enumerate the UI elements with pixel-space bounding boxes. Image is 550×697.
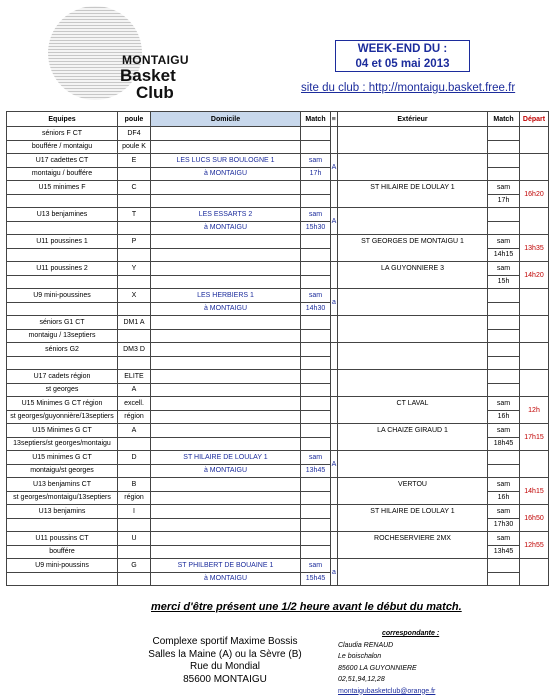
- weekend-title: WEEK-END DU :: [357, 43, 448, 55]
- away-match-time: 15h: [488, 275, 520, 289]
- venue-address: [140, 636, 310, 686]
- home-opponent: ST PHILBERT DE BOUAINE 1: [151, 559, 301, 573]
- team-name: U15 Minimes G CT: [7, 424, 118, 438]
- team-sub: [7, 356, 118, 370]
- logo-text-montaigu: MONTAIGU: [122, 53, 189, 67]
- home-match-day: [301, 343, 331, 357]
- home-venue: à MONTAIGU: [151, 302, 301, 316]
- away-opponent: ST HILAIRE DE LOULAY 1: [338, 505, 488, 532]
- home-opponent: [151, 478, 301, 492]
- team-sub: [7, 302, 118, 316]
- home-venue: à MONTAIGU: [151, 167, 301, 181]
- poule-sub: A: [118, 383, 151, 397]
- poule-sub: [118, 302, 151, 316]
- home-match-day: sam: [301, 559, 331, 573]
- team-sub: [7, 221, 118, 235]
- away-match-day: sam: [488, 478, 520, 492]
- away-opponent: [338, 127, 488, 154]
- club-site-link[interactable]: site du club : http://montaigu.basket.free.fr: [301, 82, 516, 94]
- home-hall: [331, 181, 338, 208]
- poule-sub: [118, 545, 151, 559]
- away-match-time: [488, 383, 520, 397]
- poule-sub: [118, 464, 151, 478]
- home-hall: a: [331, 289, 338, 316]
- home-match-day: [301, 262, 331, 276]
- team-sub: st georges/montaigu/13septiers: [7, 491, 118, 505]
- home-venue: [151, 518, 301, 532]
- home-hall: [331, 343, 338, 370]
- home-match-time: 14h30: [301, 302, 331, 316]
- home-match-time: [301, 410, 331, 424]
- away-match-time: 14h15: [488, 248, 520, 262]
- away-match-time: [488, 302, 520, 316]
- away-match-day: sam: [488, 532, 520, 546]
- away-match-day: sam: [488, 262, 520, 276]
- poule-sub: [118, 194, 151, 208]
- away-opponent: [338, 343, 488, 370]
- table-row: [7, 370, 549, 384]
- contact-line: 85600 LA GUYONNIERE: [338, 664, 417, 672]
- home-opponent: LES LUCS SUR BOULOGNE 1: [151, 154, 301, 168]
- home-opponent: [151, 370, 301, 384]
- home-match-time: [301, 491, 331, 505]
- weekend-dates: 04 et 05 mai 2013: [355, 58, 450, 70]
- team-name: U13 benjamines: [7, 208, 118, 222]
- poule-sub: [118, 275, 151, 289]
- home-hall: a: [331, 559, 338, 586]
- table-row: [7, 397, 549, 411]
- away-match-time: 13h45: [488, 545, 520, 559]
- away-opponent: LA GUYONNIERE 3: [338, 262, 488, 289]
- home-hall: [331, 262, 338, 289]
- salle-marker: |||: [332, 117, 337, 121]
- home-match-time: 15h45: [301, 572, 331, 586]
- header-depart: Départ: [520, 112, 549, 127]
- table-row: [7, 451, 549, 465]
- away-match-day: [488, 289, 520, 303]
- home-hall: [331, 505, 338, 532]
- venue-line: Complexe sportif Maxime Bossis: [152, 636, 298, 647]
- away-match-day: [488, 127, 520, 141]
- home-match-time: [301, 356, 331, 370]
- home-match-day: [301, 505, 331, 519]
- home-opponent: [151, 397, 301, 411]
- home-opponent: [151, 532, 301, 546]
- header-match: Match: [301, 112, 331, 127]
- home-opponent: LES HERBIERS 1: [151, 289, 301, 303]
- team-name: U9 mini-poussines: [7, 289, 118, 303]
- home-match-time: 17h: [301, 167, 331, 181]
- table-row: [7, 154, 549, 168]
- poule-value: D: [118, 451, 151, 465]
- home-match-day: [301, 235, 331, 249]
- weekend-box: [335, 40, 470, 72]
- departure-time: 16h50: [520, 505, 549, 532]
- poule-sub: [118, 518, 151, 532]
- departure-time: 17h15: [520, 424, 549, 451]
- home-match-time: 15h30: [301, 221, 331, 235]
- poule-sub: [118, 572, 151, 586]
- home-opponent: [151, 343, 301, 357]
- departure-time: [520, 559, 549, 586]
- away-match-time: [488, 572, 520, 586]
- home-hall: A: [331, 154, 338, 181]
- team-name: U11 poussines 1: [7, 235, 118, 249]
- away-match-time: [488, 356, 520, 370]
- table-row: [7, 208, 549, 222]
- away-match-day: sam: [488, 505, 520, 519]
- departure-time: [520, 154, 549, 181]
- team-name: U13 benjamins: [7, 505, 118, 519]
- home-opponent: LES ESSARTS 2: [151, 208, 301, 222]
- home-hall: [331, 316, 338, 343]
- home-venue: [151, 275, 301, 289]
- away-opponent: [338, 208, 488, 235]
- home-opponent: [151, 127, 301, 141]
- away-match-day: sam: [488, 181, 520, 195]
- away-match-day: sam: [488, 397, 520, 411]
- home-venue: à MONTAIGU: [151, 221, 301, 235]
- away-match-day: [488, 208, 520, 222]
- home-hall: [331, 478, 338, 505]
- home-venue: à MONTAIGU: [151, 464, 301, 478]
- team-name: U9 mini-poussins: [7, 559, 118, 573]
- away-match-day: [488, 451, 520, 465]
- home-venue: [151, 248, 301, 262]
- logo-text-basket: Basket: [120, 66, 176, 85]
- away-opponent: ROCHESERVIERE 2MX: [338, 532, 488, 559]
- home-match-day: [301, 127, 331, 141]
- home-hall: [331, 235, 338, 262]
- poule-value: DM3 D: [118, 343, 151, 357]
- table-row: [7, 181, 549, 195]
- arrival-note: merci d'être présent une 1/2 heure avant le début du match.: [151, 601, 462, 613]
- away-opponent: [338, 451, 488, 478]
- away-match-day: [488, 559, 520, 573]
- home-match-day: sam: [301, 451, 331, 465]
- home-match-time: [301, 140, 331, 154]
- away-match-day: sam: [488, 235, 520, 249]
- away-opponent: CT LAVAL: [338, 397, 488, 424]
- away-match-time: [488, 221, 520, 235]
- home-hall: A: [331, 208, 338, 235]
- home-match-day: sam: [301, 208, 331, 222]
- departure-time: 12h: [520, 397, 549, 424]
- away-match-time: [488, 329, 520, 343]
- home-opponent: ST HILAIRE DE LOULAY 1: [151, 451, 301, 465]
- departure-time: [520, 451, 549, 478]
- table-row: [7, 262, 549, 276]
- away-match-time: [488, 167, 520, 181]
- team-name: U17 cadettes CT: [7, 154, 118, 168]
- home-venue: [151, 329, 301, 343]
- home-match-day: [301, 397, 331, 411]
- team-name: U15 minimes G CT: [7, 451, 118, 465]
- poule-value: T: [118, 208, 151, 222]
- home-venue: [151, 410, 301, 424]
- home-match-day: [301, 424, 331, 438]
- poule-value: DM1 A: [118, 316, 151, 330]
- home-match-time: 13h45: [301, 464, 331, 478]
- venue-line: 85600 MONTAIGU: [183, 673, 267, 685]
- home-hall: [331, 370, 338, 397]
- team-sub: montaigu/st georges: [7, 464, 118, 478]
- away-opponent: VERTOU: [338, 478, 488, 505]
- poule-value: X: [118, 289, 151, 303]
- home-match-time: [301, 383, 331, 397]
- departure-time: 14h20: [520, 262, 549, 289]
- poule-value: DF4: [118, 127, 151, 141]
- table-row: [7, 127, 549, 141]
- table-row: [7, 424, 549, 438]
- home-opponent: [151, 424, 301, 438]
- poule-sub: [118, 221, 151, 235]
- contact-line: Le boischalon: [338, 653, 382, 660]
- away-match-time: 16h: [488, 410, 520, 424]
- away-match-time: 17h: [488, 194, 520, 208]
- departure-time: [520, 343, 549, 370]
- table-row: [7, 235, 549, 249]
- team-name: U17 cadets région: [7, 370, 118, 384]
- away-match-day: [488, 154, 520, 168]
- departure-time: [520, 370, 549, 397]
- home-opponent: [151, 316, 301, 330]
- home-venue: [151, 140, 301, 154]
- table-row: [7, 316, 549, 330]
- departure-time: 16h20: [520, 181, 549, 208]
- away-match-day: sam: [488, 424, 520, 438]
- home-venue: [151, 545, 301, 559]
- departure-time: [520, 208, 549, 235]
- table-row: [7, 289, 549, 303]
- departure-time: [520, 316, 549, 343]
- poule-sub: [118, 167, 151, 181]
- contact-label: correspondante :: [382, 630, 440, 637]
- team-name: U15 Minimes G CT région: [7, 397, 118, 411]
- poule-value: B: [118, 478, 151, 492]
- header-exterieur: Extérieur: [338, 112, 488, 127]
- team-name: U11 poussines 2: [7, 262, 118, 276]
- poule-value: excell.: [118, 397, 151, 411]
- table-row: [7, 532, 549, 546]
- poule-sub: [118, 437, 151, 451]
- home-opponent: [151, 262, 301, 276]
- away-match-time: 18h45: [488, 437, 520, 451]
- home-opponent: [151, 505, 301, 519]
- home-opponent: [151, 181, 301, 195]
- home-venue: à MONTAIGU: [151, 572, 301, 586]
- contact-block: [338, 628, 439, 697]
- team-sub: 13septiers/st georges/montaigu: [7, 437, 118, 451]
- home-match-day: sam: [301, 154, 331, 168]
- home-match-day: [301, 532, 331, 546]
- venue-line: Rue du Mondial: [189, 661, 261, 672]
- away-opponent: ST HILAIRE DE LOULAY 1: [338, 181, 488, 208]
- poule-sub: [118, 356, 151, 370]
- away-match-time: [488, 140, 520, 154]
- poule-sub: région: [118, 410, 151, 424]
- table-header-row: [7, 112, 549, 127]
- home-match-time: [301, 194, 331, 208]
- away-opponent: [338, 154, 488, 181]
- team-sub: montaigu / bouffére: [7, 167, 118, 181]
- poule-value: G: [118, 559, 151, 573]
- away-opponent: ST GEORGES DE MONTAIGU 1: [338, 235, 488, 262]
- contact-line: 02,51,94,12,28: [338, 676, 385, 683]
- home-venue: [151, 491, 301, 505]
- header-domicile: Domicile: [151, 112, 301, 127]
- away-match-time: 16h: [488, 491, 520, 505]
- poule-value: C: [118, 181, 151, 195]
- team-sub: [7, 275, 118, 289]
- home-opponent: [151, 235, 301, 249]
- home-match-time: [301, 518, 331, 532]
- team-sub: [7, 518, 118, 532]
- away-match-time: [488, 464, 520, 478]
- header-poule: poule: [118, 112, 151, 127]
- team-sub: st georges: [7, 383, 118, 397]
- home-hall: [331, 127, 338, 154]
- team-sub: st georges/guyonnière/13septiers: [7, 410, 118, 424]
- logo-text-club: Club: [136, 83, 174, 102]
- departure-time: 14h15: [520, 478, 549, 505]
- away-match-day: [488, 370, 520, 384]
- home-venue: [151, 383, 301, 397]
- table-row: [7, 559, 549, 573]
- home-match-day: sam: [301, 289, 331, 303]
- poule-sub: poule K: [118, 140, 151, 154]
- team-name: U15 minimes F: [7, 181, 118, 195]
- team-name: séniors F CT: [7, 127, 118, 141]
- poule-value: I: [118, 505, 151, 519]
- home-match-day: [301, 316, 331, 330]
- header-equipes: Equipes: [7, 112, 118, 127]
- home-match-day: [301, 478, 331, 492]
- table-row: [7, 343, 549, 357]
- departure-time: 12h55: [520, 532, 549, 559]
- team-sub: [7, 248, 118, 262]
- away-opponent: LA CHAIZE GIRAUD 1: [338, 424, 488, 451]
- poule-value: U: [118, 532, 151, 546]
- venue-line: Salles la Maine (A) ou la Sèvre (B): [148, 648, 302, 660]
- team-name: séniors G2: [7, 343, 118, 357]
- home-venue: [151, 437, 301, 451]
- away-opponent: [338, 289, 488, 316]
- team-sub: montaigu / 13septiers: [7, 329, 118, 343]
- home-match-day: [301, 181, 331, 195]
- poule-sub: [118, 329, 151, 343]
- home-hall: A: [331, 451, 338, 478]
- team-name: U11 poussins CT: [7, 532, 118, 546]
- home-match-time: [301, 545, 331, 559]
- home-venue: [151, 194, 301, 208]
- team-sub: bouffére / montaigu: [7, 140, 118, 154]
- home-match-time: [301, 329, 331, 343]
- club-logo: [40, 4, 200, 100]
- departure-time: 13h35: [520, 235, 549, 262]
- away-opponent: [338, 316, 488, 343]
- contact-line: Claudia RENAUD: [338, 641, 394, 649]
- poule-value: A: [118, 424, 151, 438]
- team-sub: bouffére: [7, 545, 118, 559]
- departure-time: [520, 289, 549, 316]
- home-match-time: [301, 437, 331, 451]
- away-match-time: 17h30: [488, 518, 520, 532]
- contact-email-link[interactable]: montaigubasketclub@orange.fr: [338, 687, 436, 695]
- table-row: [7, 505, 549, 519]
- home-venue: [151, 356, 301, 370]
- home-hall: [331, 397, 338, 424]
- away-opponent: [338, 370, 488, 397]
- poule-value: E: [118, 154, 151, 168]
- poule-sub: région: [118, 491, 151, 505]
- away-match-day: [488, 343, 520, 357]
- departure-time: [520, 127, 549, 154]
- team-name: U13 benjamins CT: [7, 478, 118, 492]
- home-hall: [331, 424, 338, 451]
- away-opponent: [338, 559, 488, 586]
- poule-value: P: [118, 235, 151, 249]
- table-row: [7, 478, 549, 492]
- team-name: séniors G1 CT: [7, 316, 118, 330]
- header-match-ext: Match: [488, 112, 520, 127]
- schedule-table: [6, 111, 549, 586]
- home-match-time: [301, 275, 331, 289]
- home-hall: [331, 532, 338, 559]
- team-sub: [7, 194, 118, 208]
- home-match-time: [301, 248, 331, 262]
- poule-value: Y: [118, 262, 151, 276]
- away-match-day: [488, 316, 520, 330]
- poule-sub: [118, 248, 151, 262]
- header-salle: [331, 112, 338, 127]
- team-sub: [7, 572, 118, 586]
- home-match-day: [301, 370, 331, 384]
- poule-value: ELITE: [118, 370, 151, 384]
